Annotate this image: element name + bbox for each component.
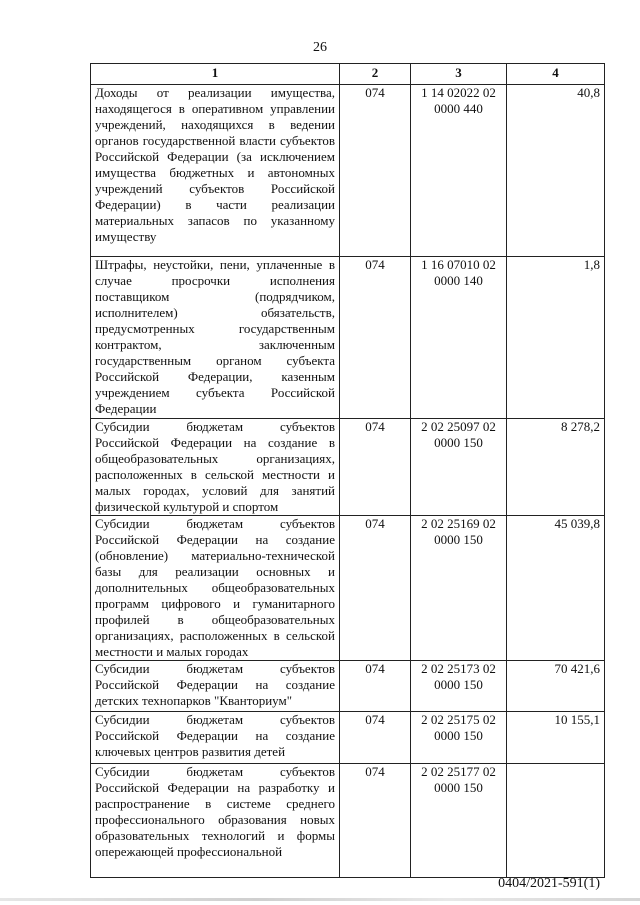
row-budget-code-line1: 1 16 07010 02 bbox=[421, 257, 496, 272]
row-budget-code bbox=[411, 661, 507, 712]
row-description: Штрафы, неустойки, пени, уплаченные в случае просрочки исполнения поставщиком (подрядчиком, исполнителем) обязательств, предусмотренных государственным контрактом, заключенным государственным органом субъекта Российской Федерации, казенным учреждением субъекта Российской Федерации bbox=[91, 257, 340, 419]
row-budget-code bbox=[411, 85, 507, 257]
row-description: Доходы от реализации имущества, находящегося в оперативном управлении учреждений, находящихся в ведении органов государственной власти субъектов Российской Федерации (за исключением имущества бюджетных и автономных учреждений субъектов Российской Федерации) в части реализации материальных запасов по указанному имуществу bbox=[91, 85, 340, 257]
table-row bbox=[91, 85, 605, 257]
row-description: Субсидии бюджетам субъектов Российской Федерации на создание ключевых центров развития детей bbox=[91, 712, 340, 764]
row-budget-code-line1: 2 02 25097 02 bbox=[421, 419, 496, 434]
row-description: Субсидии бюджетам субъектов Российской Федерации на создание в общеобразовательных организациях, расположенных в сельской местности и малых городах, условий для занятий физической культурой и спортом bbox=[91, 419, 340, 516]
row-budget-code-line2: 0000 150 bbox=[434, 435, 483, 450]
table-row bbox=[91, 257, 605, 419]
row-description: Субсидии бюджетам субъектов Российской Федерации на разработку и распространение в системе среднего профессионального образования новых образовательных технологий и формы опережающей профессиональной bbox=[91, 764, 340, 878]
table-header-row bbox=[91, 64, 605, 85]
column-header-budget-code: 3 bbox=[411, 64, 507, 85]
row-budget-code bbox=[411, 712, 507, 764]
row-budget-code-line2: 0000 140 bbox=[434, 273, 483, 288]
table-row bbox=[91, 712, 605, 764]
row-amount: 45 039,8 bbox=[507, 516, 605, 661]
table-row bbox=[91, 764, 605, 878]
row-amount: 70 421,6 bbox=[507, 661, 605, 712]
scan-edge-artifact bbox=[0, 898, 640, 901]
column-header-admin-code: 2 bbox=[340, 64, 411, 85]
column-header-amount: 4 bbox=[507, 64, 605, 85]
row-admin-code: 074 bbox=[340, 257, 411, 419]
table-row bbox=[91, 516, 605, 661]
row-budget-code bbox=[411, 419, 507, 516]
row-budget-code-line1: 2 02 25177 02 bbox=[421, 764, 496, 779]
row-admin-code: 074 bbox=[340, 85, 411, 257]
row-budget-code-line2: 0000 440 bbox=[434, 101, 483, 116]
table-row bbox=[91, 419, 605, 516]
row-budget-code-line2: 0000 150 bbox=[434, 780, 483, 795]
row-description: Субсидии бюджетам субъектов Российской Федерации на создание детских технопарков "Кванториум" bbox=[91, 661, 340, 712]
row-budget-code bbox=[411, 764, 507, 878]
page-number: 26 bbox=[313, 40, 327, 55]
row-budget-code bbox=[411, 257, 507, 419]
row-budget-code-line2: 0000 150 bbox=[434, 677, 483, 692]
row-budget-code-line1: 1 14 02022 02 bbox=[421, 85, 496, 100]
table-row bbox=[91, 661, 605, 712]
row-budget-code-line1: 2 02 25169 02 bbox=[421, 516, 496, 531]
row-admin-code: 074 bbox=[340, 661, 411, 712]
row-admin-code: 074 bbox=[340, 712, 411, 764]
revenue-table bbox=[90, 63, 605, 878]
row-budget-code-line1: 2 02 25173 02 bbox=[421, 661, 496, 676]
row-admin-code: 074 bbox=[340, 764, 411, 878]
row-amount bbox=[507, 764, 605, 878]
row-amount: 1,8 bbox=[507, 257, 605, 419]
row-admin-code: 074 bbox=[340, 419, 411, 516]
column-header-description: 1 bbox=[91, 64, 340, 85]
row-admin-code: 074 bbox=[340, 516, 411, 661]
row-budget-code bbox=[411, 516, 507, 661]
row-amount: 40,8 bbox=[507, 85, 605, 257]
row-amount: 8 278,2 bbox=[507, 419, 605, 516]
row-budget-code-line2: 0000 150 bbox=[434, 532, 483, 547]
row-description: Субсидии бюджетам субъектов Российской Федерации на создание (обновление) материально-технической базы для реализации основных и дополнительных общеобразовательных программ цифрового и гуманитарного профилей в общеобразовательных организациях, расположенных в сельской местности и малых городах bbox=[91, 516, 340, 661]
row-budget-code-line2: 0000 150 bbox=[434, 728, 483, 743]
document-registration-number: 0404/2021-591(1) bbox=[498, 876, 600, 891]
row-budget-code-line1: 2 02 25175 02 bbox=[421, 712, 496, 727]
row-amount: 10 155,1 bbox=[507, 712, 605, 764]
